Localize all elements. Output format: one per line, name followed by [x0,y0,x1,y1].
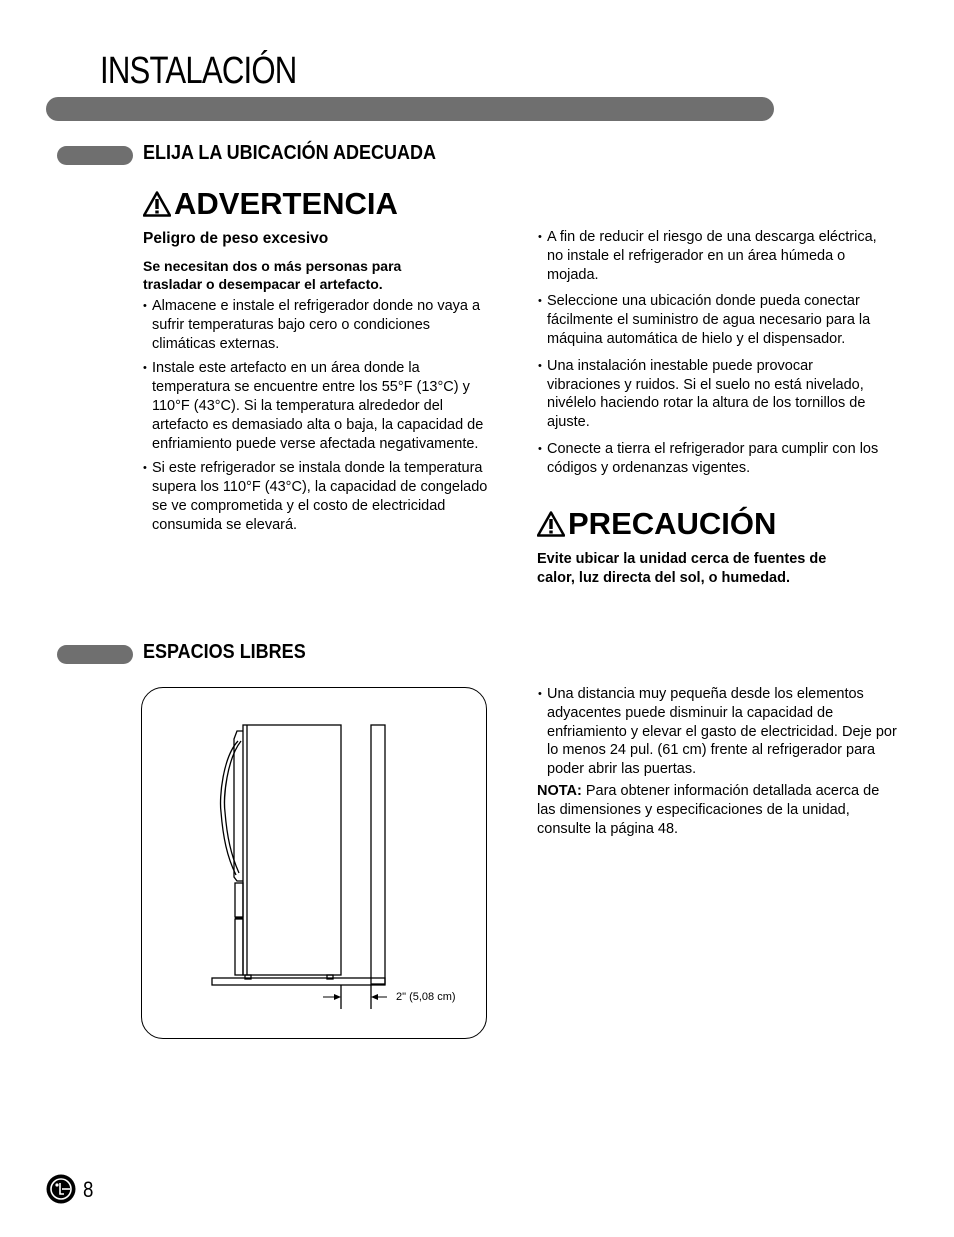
caution-title: PRECAUCIÓN [568,506,777,541]
warning-bold-note: Se necesitan dos o más personas para trasladar o desempacar el artefacto. [143,258,402,292]
caution-heading [537,506,776,542]
warning-heading [143,186,398,222]
section-marker [57,146,133,165]
warning-subheading: Peligro de peso excesivo [143,230,329,247]
section-heading-location: ELIJA LA UBICACIÓN ADECUADA [143,142,437,164]
title-bar [46,97,774,121]
list-item: • Almacene e instale el refrigerador donde no vaya a sufrir temperaturas bajo cero o condiciones climáticas externas. [143,297,488,353]
caution-text: Evite ubicar la unidad cerca de fuentes de calor, luz directa del sol, o humedad. [537,551,827,586]
warning-triangle-icon [537,511,565,537]
note-label: NOTA: [537,783,582,799]
warning-list-right [538,228,883,484]
warning-title: ADVERTENCIA [174,186,398,221]
lg-logo-icon [46,1174,76,1204]
section-heading-clearance: ESPACIOS LIBRES [143,641,306,663]
warning-list-left [143,297,488,541]
list-item: • Si este refrigerador se instala donde la temperatura supera los 110°F (43°C), la capacidad de congelado se ve comprometida y el costo de electricidad consumida se elevará. [143,459,488,534]
list-item: • Una instalación inestable puede provocar vibraciones y ruidos. Si el suelo no está nivelado, nivélelo haciendo rotar la altura de los tornillos de ajuste. [538,357,883,432]
clearance-list [538,685,898,785]
list-item: • A fin de reducir el riesgo de una descarga eléctrica, no instale el refrigerador en un área húmeda o mojada. [538,228,883,284]
page-number: 8 [83,1177,94,1202]
note-text: Para obtener información detallada acerca de las dimensiones y especificaciones de la unidad, consulte la página 48. [537,783,880,837]
clearance-dimension-label: 2" (5,08 cm) [396,991,456,1003]
refrigerator-side-view-icon [141,687,487,1039]
list-item: • Seleccione una ubicación donde pueda conectar fácilmente el suministro de agua necesario para la máquina automática de hielo y el dispensador. [538,292,883,348]
list-item: • Instale este artefacto en un área donde la temperatura se encuentre entre los 55°F (13°C) y 110°F (43°C). Si la temperatura alrededor del artefacto es demasiado alta o baja, la capacidad de enfriamiento puede verse afectada negativamente. [143,359,488,453]
clearance-note [537,782,899,839]
page-title: INSTALACIÓN [100,50,297,92]
list-item: • Conecte a tierra el refrigerador para cumplir con los códigos y ordenanzas vigentes. [538,440,883,478]
list-item: • Una distancia muy pequeña desde los elementos adyacentes puede disminuir la capacidad de enfriamiento y elevar el gasto de electricidad. Deje por lo menos 24 pul. (61 cm) frente al refrigerador para poder abrir las puertas. [538,685,898,779]
warning-triangle-icon [143,191,171,217]
section-marker [57,645,133,664]
